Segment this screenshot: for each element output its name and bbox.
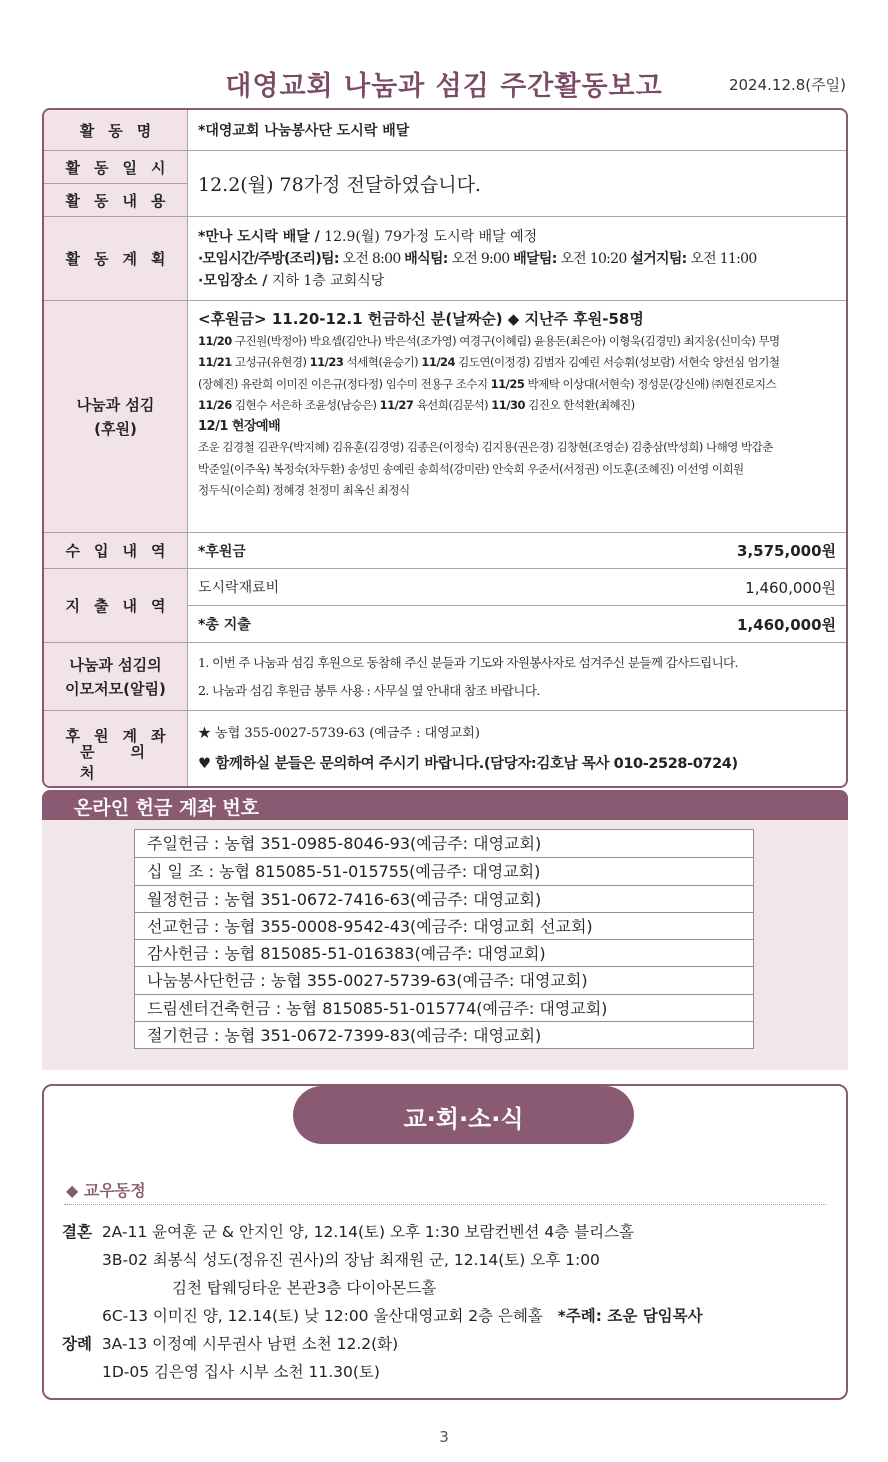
- label-activity-content: 활동내용: [44, 183, 187, 216]
- dotted-divider: [64, 1204, 826, 1205]
- sponsor-line: 박준일(이주옥) 복정숙(차두환) 송성민 송예린 송희석(강미란) 안숙희 우준서(서정권) 이도훈(조혜진) 이선영 이희원: [198, 461, 744, 476]
- funeral-item-1: 장례 3A-13 이정예 시무권사 남편 소천 12.2(화): [62, 1335, 399, 1353]
- member-news-heading: ◆ 교우동정: [66, 1181, 146, 1200]
- label-activity-name: 활동명: [79, 121, 166, 140]
- wedding-item-3: 6C-13 이미진 양, 12.14(토) 낮 12:00 울산대영교회 2층 은혜홀 *주례: 조운 담임목사: [102, 1307, 703, 1325]
- sponsors-headline: <후원금> 11.20-12.1 헌금하신 분(날짜순) ◆ 지난주 후원-58명: [198, 310, 644, 328]
- plan-line-2: ·모임시간/주방(조리)팀: 오전 8:00 배식팀: 오전 9:00 배달팀: 오전 10:20 설거지팀: 오전 11:00: [198, 250, 757, 267]
- account-row: 감사헌금 : 농협 815085-51-016383(예금주: 대영교회): [135, 939, 753, 966]
- row-activity-name: [44, 110, 846, 150]
- activity-name-value: *대영교회 나눔봉사단 도시락 배달: [198, 123, 410, 139]
- label-income: 수입내역: [65, 542, 180, 560]
- wedding-item-2: 3B-02 최봉식 성도(정유진 권사)의 장남 최재원 군, 12.14(토) 오후 1:00: [102, 1251, 600, 1269]
- row-sponsors: [44, 300, 846, 532]
- contact-line: ♥ 함께하실 분들은 문의하여 주시기 바랍니다.(담당자:김호남 목사 010-2528-0724): [198, 755, 738, 772]
- sponsor-line: 조운 김경철 김관우(박지혜) 김유훈(김경영) 김종은(이정숙) 김지용(권은경) 김창현(조영순) 김충삼(박성희) 나해영 박갑춘: [198, 440, 773, 455]
- notice-line-2: 2. 나눔과 섬김 후원금 봉투 사용 : 사무실 옆 안내대 참조 바랍니다.: [198, 682, 540, 698]
- notice-value: [188, 643, 846, 710]
- account-row: 나눔봉사단헌금 : 농협 355-0027-5739-63(예금주: 대영교회): [135, 966, 753, 993]
- label-expense: 지출내역: [65, 597, 180, 615]
- church-news-banner: [293, 1086, 634, 1144]
- plan-line-1: *만나 도시락 배달 / 12.9(월) 79가정 도시락 배달 예정: [198, 228, 538, 245]
- account-line: ★ 농협 355-0027-5739-63 (예금주 : 대영교회): [198, 725, 480, 741]
- row-expense: [44, 568, 846, 642]
- church-news-title: 교·회·소·식: [403, 1105, 524, 1133]
- label-activity-plan: 활동계획: [65, 250, 180, 268]
- activity-content-value: 12.2(월) 78가정 전달하였습니다.: [198, 174, 481, 196]
- page-title: 대영교회 나눔과 섬김 주간활동보고: [225, 71, 663, 102]
- row-activity-date-content: [44, 150, 846, 216]
- online-offering-title: 온라인 헌금 계좌 번호: [74, 797, 260, 819]
- account-row: 십 일 조 : 농협 815085-51-015755(예금주: 대영교회): [135, 857, 753, 884]
- income-item: *후원금: [198, 543, 246, 560]
- online-offering-box: [42, 820, 848, 1070]
- activity-report-table: [42, 108, 848, 788]
- row-income: [44, 532, 846, 568]
- notice-line-1: 1. 이번 주 나눔과 섬김 후원으로 동참해 주신 분들과 기도와 자원봉사자로 섬겨주신 분들께 감사드립니다.: [198, 654, 738, 670]
- row-notice: [44, 642, 846, 710]
- label-account: 후원계좌: [65, 727, 180, 745]
- sponsor-line: 11/20 구진원(박정아) 박요셉(김안나) 박은석(조가영) 여경구(이혜림) 윤용돈(최은아) 이형욱(김경민) 최지웅(신미숙) 무명: [198, 334, 780, 348]
- plan-line-3: ·모임장소 / 지하 1층 교회식당: [198, 272, 385, 289]
- label-activity-date: 활동일시: [65, 158, 180, 177]
- online-offering-header: [42, 790, 848, 820]
- row-activity-plan: [44, 216, 846, 300]
- row-account: [44, 710, 846, 786]
- account-row: 주일헌금 : 농협 351-0985-8046-93(예금주: 대영교회): [147, 834, 542, 853]
- church-news-box: [42, 1084, 848, 1400]
- sponsor-line: (장혜진) 유란희 이미진 이은규(정다정) 임수미 전용구 조수지 11/25 박제탁 이상대(서현숙) 정성문(강신애) ㈜현진로지스: [198, 376, 777, 391]
- page-header: [0, 60, 888, 104]
- sponsor-line: 11/26 김현수 서은하 조윤성(남승은) 11/27 육선희(김문석) 11/30 김진오 한석환(최혜진): [198, 397, 635, 412]
- sponsors-value: [188, 301, 846, 532]
- funeral-item-2: 1D-05 김은영 집사 시부 소천 11.30(토): [102, 1363, 380, 1381]
- wedding-item-2-venue: 김천 탑웨딩타운 본관3층 다이아몬드홀: [172, 1279, 437, 1297]
- sponsor-line: 정두식(이순희) 정혜경 천정미 최옥신 최정식: [198, 483, 410, 498]
- expense-item-total: *총 지출: [198, 617, 251, 633]
- label-notice: 나눔과 섬김의 이모저모(알림): [65, 655, 166, 698]
- label-contact: 문의처: [80, 742, 181, 782]
- account-row: 월정헌금 : 농협 351-0672-7416-63(예금주: 대영교회): [135, 885, 753, 912]
- wedding-item-1: 결혼 2A-11 윤여훈 군 & 안지인 양, 12.14(토) 오후 1:30 보람컨벤션 4층 블리스홀: [62, 1223, 635, 1241]
- sponsor-line: 12/1 현장예배: [198, 419, 281, 435]
- expense-item-1: 도시락재료비: [198, 580, 280, 596]
- expense-amount-total: 1,460,000원: [737, 615, 836, 634]
- expense-row-total: [188, 605, 846, 642]
- expense-row-1: [188, 569, 846, 605]
- income-amount: 3,575,000원: [737, 542, 836, 560]
- report-date: 2024.12.8(주일): [728, 76, 846, 94]
- page-number: 3: [439, 1428, 449, 1446]
- expense-amount-1: 1,460,000원: [745, 578, 836, 597]
- activity-plan-value: [188, 217, 846, 300]
- income-value: [188, 533, 846, 568]
- account-row: 절기헌금 : 농협 351-0672-7399-83(예금주: 대영교회): [135, 1021, 753, 1048]
- account-row: 드림센터건축헌금 : 농협 815085-51-015774(예금주: 대영교회): [135, 994, 753, 1021]
- sponsor-line: 11/21 고성규(유현경) 11/23 석세혁(윤승기) 11/24 김도연(이정경) 김범자 김예린 서승휘(성보람) 서현숙 양선심 엄기철: [198, 355, 780, 370]
- account-row: 선교헌금 : 농협 355-0008-9542-43(예금주: 대영교회 선교회): [135, 912, 753, 939]
- account-value: [188, 711, 846, 786]
- account-list: [134, 829, 754, 1049]
- label-sponsors: 나눔과 섬김 (후원): [76, 395, 155, 438]
